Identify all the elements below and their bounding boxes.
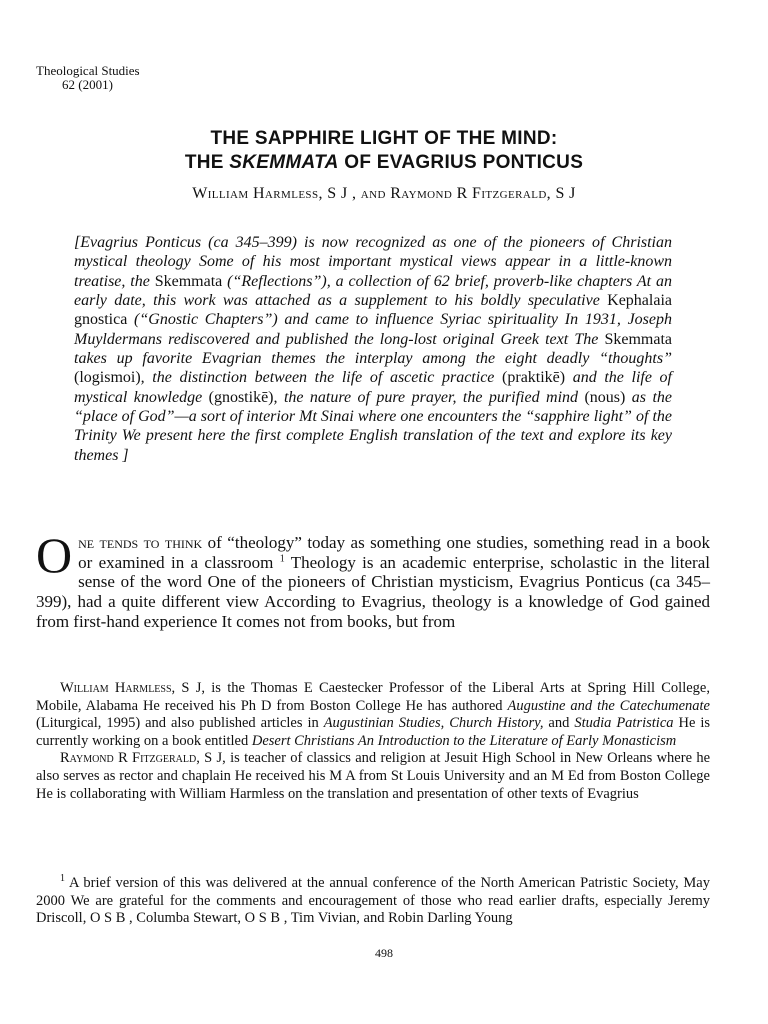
bio-author-name: William Harmless, S J (60, 680, 202, 696)
abstract-text: as the “place of God”—a sort of interior Mt Sinai where one encounters the “sapphire light” of the Trinity We present here the first complete English translation of the text and explore its key themes ] (74, 388, 672, 464)
body-text-1: of “theology” today as something one studies, something read in a book or examined in a classroom (78, 533, 711, 572)
bio-harmless (36, 680, 710, 750)
journal-header (36, 64, 140, 92)
title-prefix: THE (184, 152, 230, 173)
bio-book-title: Augustine and the Catechumenate (507, 697, 710, 714)
journal-volume: 62 (2001) (62, 77, 113, 92)
bio-text: He is currently working on a book entitled (36, 715, 711, 749)
bio-text: , is teacher of classics and religion at Jesuit High School in New Orleans where he also serves as rector and chaplain He received his M A from St Louis University and an M Ed from Boston College He is collaborating with William Harmless on the translation and presentation of other texts of Evagrius (36, 750, 711, 802)
body-paragraph (36, 527, 711, 632)
footnote-marker: 1 (60, 873, 65, 885)
abstract-term: Skemmata (604, 330, 672, 348)
author-byline: William Harmless, S J , and Raymond R Fitzgerald, S J (192, 185, 576, 202)
bio-journal-title: Studia Patristica (574, 715, 674, 732)
bio-book-title: Desert Christians An Introduction to the Literature of Early Monasticism (251, 732, 677, 749)
author-bios (36, 680, 710, 803)
body-text-2: Theology is an academic enterprise, scholastic in the literal sense of the word One of the pioneers of Christian mysticism, Evagrius Ponticus (ca 345–399), had a quite different view According to Evagrius, theology is a knowledge of God gained from first-hand experience It comes not from books, but from (36, 552, 710, 631)
article-title (0, 127, 768, 175)
bio-author-name: Raymond R Fitzgerald, S J (60, 750, 223, 767)
abstract-term: (logismoi) (74, 369, 141, 387)
abstract-term: (gnostikē) (208, 388, 274, 406)
abstract-text: [Evagrius Ponticus (ca 345–399) is now recognized as one of the pioneers of Christian mystical theology Some of his most important mystical views appear in a little-known treatise, the (74, 234, 672, 290)
abstract-term: Kephalaia gnostica (74, 292, 672, 329)
abstract-text: , the distinction between the life of ascetic practice (140, 369, 503, 387)
abstract-term: (praktikē) (502, 369, 566, 387)
abstract-text: (“Gnostic Chapters”) and came to influence Syriac spirituality In 1931, Joseph Muyldermans rediscovered and published the long-lost original Greek text The (74, 311, 672, 348)
abstract-text: (“Reflections”), a collection of 62 brief, proverb-like chapters At an early date, this work was attached as a supplement to his boldly speculative (74, 272, 672, 310)
bio-text: , is the Thomas E Caestecker Professor of the Liberal Arts at Spring Hill College, Mobile, Alabama He received his Ph D from Boston College He has authored (36, 680, 710, 714)
title-line-1: THE SAPPHIRE LIGHT OF THE MIND: (210, 128, 558, 149)
footnote-text: A brief version of this was delivered at the annual conference of the North American Patristic Society, May 2000 We are grateful for the comments and encouragement of those who read earlier drafts, especially Jeremy Driscoll, O S B , Columba Stewart, O S B , Tim Vivian, and Robin Darling Young (36, 875, 710, 927)
footnote (36, 875, 710, 928)
title-italic: SKEMMATA (229, 152, 339, 173)
title-line-2 (0, 151, 768, 175)
bio-fitzgerald (36, 750, 710, 803)
journal-name: Theological Studies (36, 63, 140, 78)
footnote-reference: 1 (279, 553, 285, 565)
bio-journal-titles: Augustinian Studies, Church History, (323, 715, 544, 732)
abstract-text: and the life of mystical knowledge (74, 369, 673, 406)
abstract-text: takes up favorite Evagrian themes the interplay among the eight deadly “thoughts” (74, 350, 672, 368)
page-number: 498 (375, 946, 393, 960)
abstract-term: (nous) (584, 388, 626, 406)
drop-cap: O (36, 527, 73, 583)
abstract-term: Skemmata (154, 272, 223, 290)
abstract (74, 233, 672, 465)
opening-small-caps: ne tends to think (78, 533, 203, 552)
title-suffix: OF EVAGRIUS PONTICUS (338, 152, 584, 173)
abstract-text: , the nature of pure prayer, the purified mind (273, 388, 585, 406)
bio-text: and (543, 715, 575, 732)
bio-text: (Liturgical, 1995) and also published articles in (36, 715, 324, 732)
